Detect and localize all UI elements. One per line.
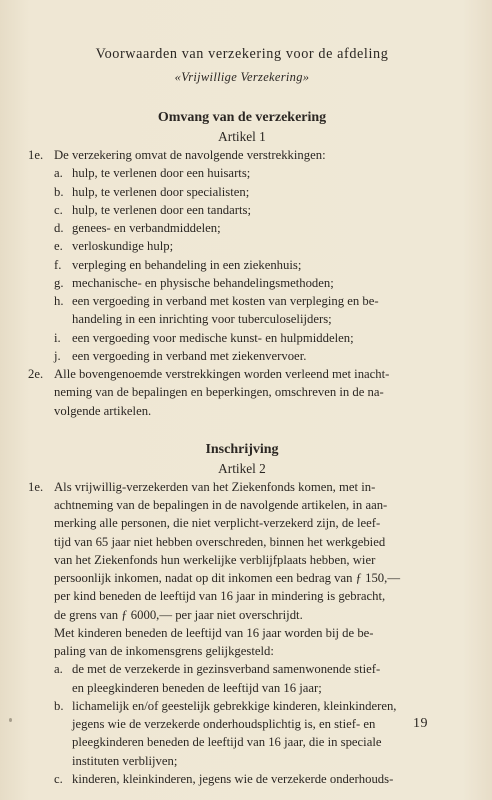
list-marker: d. — [54, 221, 64, 235]
text-line: een vergoeding in verband met kosten van verpleging en be- — [72, 294, 379, 308]
section-inschrijving — [28, 440, 456, 788]
paragraph-text — [54, 365, 456, 420]
text-line: hulp, te verlenen door specialisten; — [72, 184, 250, 199]
text-line: verpleging en behandeling in een ziekenhuis; — [72, 257, 302, 272]
paragraph — [28, 478, 456, 661]
list-marker: c. — [54, 202, 63, 217]
text-line: instituten verblijven; — [72, 753, 178, 768]
paragraph-number: 2e. — [28, 367, 44, 381]
text-line: hulp, te verlenen door een tandarts; — [72, 202, 251, 217]
list-item-text — [72, 292, 456, 329]
text-line: lichamelijk en/of geestelijk gebrekkige kinderen, kleinkinderen, — [72, 698, 397, 713]
list-item-text — [72, 219, 456, 237]
list-item — [28, 274, 456, 292]
paragraph — [28, 146, 456, 164]
list-item — [28, 770, 456, 788]
page-number: 19 — [413, 716, 428, 731]
text-line: genees- en verbandmiddelen; — [72, 221, 221, 235]
list-marker: c. — [54, 771, 63, 786]
text-line: per kind beneden de leeftijd van 16 jaar in mindering is gebracht, — [54, 589, 386, 604]
list-marker: j. — [54, 348, 61, 363]
list-item — [28, 292, 456, 329]
paragraph-text — [54, 478, 456, 661]
list-marker: g. — [54, 275, 64, 290]
document-subtitle: «Vrijwillige Verzekering» — [174, 70, 310, 84]
article-label: Artikel 2 — [218, 460, 266, 476]
text-line: persoonlijk inkomen, nadat op dit inkomen een bedrag van ƒ 150,— — [54, 571, 401, 585]
text-line: de grens van ƒ 6000,— per jaar niet overschrijdt. — [54, 607, 303, 622]
list-marker: b. — [54, 698, 64, 713]
text-line: paling van de inkomensgrens gelijkgesteld: — [54, 644, 274, 658]
list-item-text — [72, 256, 456, 274]
paragraph-number: 1e. — [28, 148, 44, 162]
text-line: handeling in een inrichting voor tuberculoselijders; — [72, 312, 332, 327]
list-item-text — [72, 164, 456, 182]
paragraph-text: De verzekering omvat de navolgende verstrekkingen: — [54, 148, 326, 162]
text-line: verloskundige hulp; — [72, 239, 174, 254]
list-item — [28, 237, 456, 255]
list-item — [28, 256, 456, 274]
paragraph-number: 1e. — [28, 479, 44, 494]
document-header — [28, 0, 456, 86]
list-marker: a. — [54, 662, 63, 677]
list-marker: i. — [54, 330, 61, 345]
text-line: jegens wie de verzekerde onderhoudsplichtig is, en stief- en — [72, 717, 376, 731]
list-item — [28, 164, 456, 182]
list-marker: b. — [54, 184, 64, 199]
text-line: van het Ziekenfonds hun werkelijke verblijfplaats hebben, wier — [54, 552, 376, 567]
list-item — [28, 219, 456, 237]
paper-speck — [9, 718, 12, 722]
text-line: en pleegkinderen beneden de leeftijd van 16 jaar; — [72, 680, 322, 695]
list-item-text — [72, 237, 456, 255]
list-item — [28, 347, 456, 365]
list-item-text — [72, 329, 456, 347]
text-line: volgende artikelen. — [54, 403, 152, 418]
text-line: neming van de bepalingen en beperkingen, omschreven in de na- — [54, 385, 384, 400]
list-item-text — [72, 660, 456, 697]
text-line: Als vrijwillig-verzekerden van het Ziekenfonds komen, met in- — [54, 479, 376, 494]
list-marker: a. — [54, 166, 63, 181]
text-line: achtneming van de bepalingen in de navolgende artikelen, in aan- — [54, 498, 388, 512]
list-item-text — [72, 697, 456, 770]
text-line: kinderen, kleinkinderen, jegens wie de verzekerde onderhouds- — [72, 771, 394, 786]
list-item-text — [72, 274, 456, 292]
section-heading: Omvang van de verzekering — [157, 110, 327, 125]
list-item — [28, 201, 456, 219]
text-line: tijd van 65 jaar niet hebben overschreden, binnen het werkgebied — [54, 534, 386, 549]
section-heading: Inschrijving — [205, 441, 279, 457]
text-line: merking alle personen, die niet verplicht-verzekerd zijn, de leef- — [54, 516, 381, 531]
paragraph — [28, 365, 456, 420]
text-line: een vergoeding in verband met ziekenvervoer. — [72, 348, 307, 363]
list-item-text — [72, 347, 456, 365]
list-item — [28, 660, 456, 697]
list-item-text — [72, 201, 456, 219]
document-title: Voorwaarden van verzekering voor de afdeling — [95, 46, 389, 62]
list-item — [28, 329, 456, 347]
text-line: hulp, te verlenen door een huisarts; — [72, 166, 251, 181]
list-marker: e. — [54, 239, 63, 254]
text-line: Alle bovengenoemde verstrekkingen worden verleend met inacht- — [54, 367, 390, 381]
text-line: pleegkinderen beneden de leeftijd van 16 jaar, die in speciale — [72, 735, 382, 750]
list-marker: f. — [54, 257, 62, 272]
list — [28, 164, 456, 365]
list-item-text — [72, 183, 456, 201]
text-line: Met kinderen beneden de leeftijd van 16 jaar worden bij de be- — [54, 625, 374, 640]
list-item-text — [72, 770, 456, 788]
text-line: de met de verzekerde in gezinsverband samenwonende stief- — [72, 662, 381, 677]
text-line: mechanische- en physische behandelingsmethoden; — [72, 275, 334, 290]
list-marker: h. — [54, 294, 64, 308]
text-line: een vergoeding voor medische kunst- en hulpmiddelen; — [72, 330, 354, 345]
list-item — [28, 183, 456, 201]
list-item — [28, 697, 456, 770]
list — [28, 660, 456, 788]
section-omvang — [28, 108, 456, 420]
article-label: Artikel 1 — [218, 129, 266, 144]
